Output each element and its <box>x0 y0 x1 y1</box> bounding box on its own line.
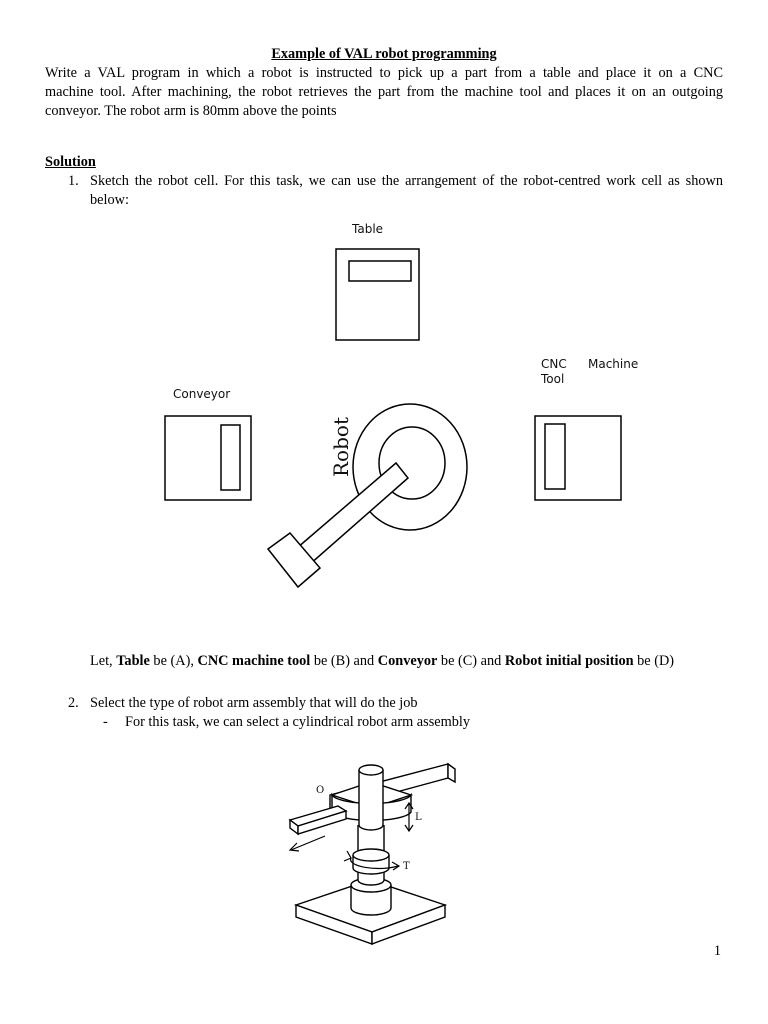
step-2-subtext: For this task, we can select a cylindrical robot arm assembly <box>125 714 471 730</box>
let-text: be (B) and <box>310 653 378 669</box>
table-label: Table <box>352 222 384 236</box>
document-title: Example of VAL robot programming <box>271 46 497 62</box>
column-upper <box>359 770 383 830</box>
problem-line-3: conveyor. The robot arm is 80mm above the points <box>45 103 337 119</box>
let-text: be (C) and <box>437 653 505 669</box>
let-text: be (A), <box>149 653 198 669</box>
page-number: 1 <box>713 943 721 959</box>
robot-label: Robot <box>329 417 353 477</box>
let-text: Let, <box>90 653 117 669</box>
column-top <box>359 765 383 775</box>
machine-label: Machine <box>588 357 639 371</box>
problem-line-2: machine tool. After machining, the robot retrieves the part from the machine tool and places it on an outgoing <box>45 84 723 100</box>
step-1-line-1: Sketch the robot cell. For this task, we can use the arrangement of the robot-centred work cell as shown <box>90 173 723 189</box>
radial-motion-arrow <box>291 836 325 850</box>
let-conveyor: Conveyor <box>377 653 438 669</box>
tool-label: Tool <box>541 372 565 386</box>
arm-label-l: L <box>415 812 422 823</box>
conveyor-label: Conveyor <box>173 387 231 401</box>
solution-heading: Solution <box>45 154 96 170</box>
cnc-label: CNC <box>541 357 567 371</box>
step-2-text: Select the type of robot arm assembly that will do the job <box>90 695 418 711</box>
arrowhead <box>392 862 399 870</box>
step-2-number: 2. <box>68 695 79 711</box>
bullet-dash: - <box>103 714 108 730</box>
step-1-line-2: below: <box>90 192 129 208</box>
arm-label-o: O <box>316 785 325 796</box>
step-1-number: 1. <box>68 173 79 189</box>
column-collar-top <box>353 849 389 861</box>
arm-label-t: T <box>403 861 410 872</box>
let-text: be (D) <box>633 653 675 669</box>
horizontal-arm-end <box>448 764 455 782</box>
problem-line-1: Write a VAL program in which a robot is instructed to pick up a part from a table and place it on a CNC <box>45 65 723 81</box>
let-robot: Robot initial position <box>504 653 634 669</box>
let-cnc: CNC machine tool <box>197 653 311 669</box>
arrowhead <box>344 851 351 861</box>
let-table: Table <box>116 653 150 669</box>
